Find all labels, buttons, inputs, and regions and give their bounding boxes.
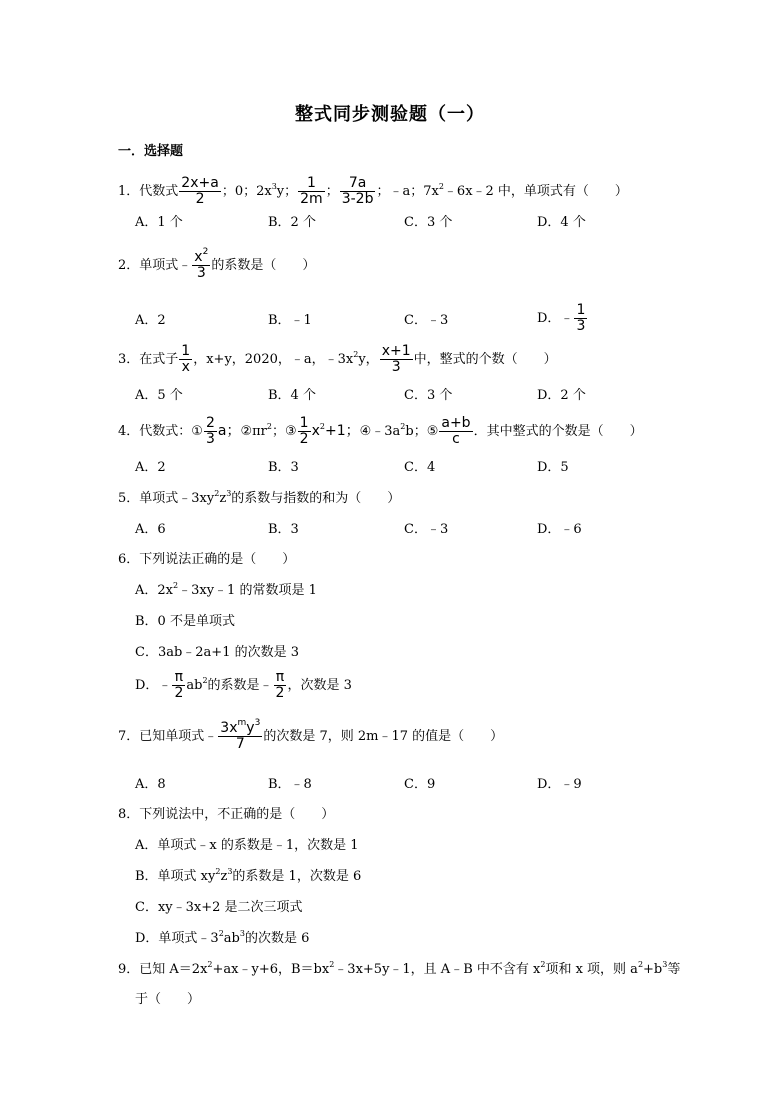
option-c: C．3 个 xyxy=(404,215,453,230)
question-3: 3．在式子 $\frac{1}{x}$ ，x+y，2020，﹣a，$﹣3x^2y$， $\frac{x+1}{3}$ 中，整式的个数（ ） xyxy=(118,343,557,375)
question-5: 5．单项式$﹣3xy^2z^3$的系数与指数的和为（ ） xyxy=(118,489,401,506)
page-title: 整式同步测验题（一） xyxy=(295,104,485,125)
fraction: $\frac{7a}{3-2b}$ xyxy=(341,175,374,207)
option-c: C．﹣3 xyxy=(404,522,449,537)
option-c: C．3 个 xyxy=(404,388,453,403)
option-d: D．﹣ $\frac{\pi}{2}$ $ab^2$的系数是﹣ $\frac{\pi}{2}$ ，次数是 3 xyxy=(135,669,352,701)
option-b: B．单项式 $xy^2z^3$的系数是 1，次数是 6 xyxy=(135,867,362,884)
option-c: C．4 xyxy=(404,460,436,475)
option-b: B．﹣8 xyxy=(268,777,312,792)
option-a: A．5 个 xyxy=(135,388,183,403)
option-d: D．单项式$﹣3^2ab^3$的次数是 6 xyxy=(135,929,310,946)
option-b: B．2 个 xyxy=(268,215,316,230)
option-b: B．3 xyxy=(268,522,299,537)
option-d: D．﹣ $\frac{1}{3}$ xyxy=(537,302,586,334)
option-a: A．2 xyxy=(135,313,166,328)
option-a: A．1 个 xyxy=(135,215,183,230)
option-c: C．﹣3 xyxy=(404,313,449,328)
fraction: $\frac{1}{x}$ xyxy=(181,343,191,375)
option-a: A．6 xyxy=(135,522,166,537)
question-9-continued: 于（ ） xyxy=(135,992,201,1007)
fraction: $\frac{2}{3}$ xyxy=(205,415,215,447)
option-b: B．0 不是单项式 xyxy=(135,614,235,629)
question-8: 8．下列说法中，不正确的是（ ） xyxy=(118,807,335,822)
section-heading: 一．选择题 xyxy=(118,144,184,159)
option-a: A．$2x^2﹣3xy﹣1$ 的常数项是 1 xyxy=(135,581,317,598)
fraction: $\frac{3x^my^3}{7}$ xyxy=(220,718,261,752)
option-a: A．2 xyxy=(135,460,166,475)
question-7: 7．已知单项式﹣ $\frac{3x^my^3}{7}$ 的次数是 7，则 2m﹣17 的值是（ ） xyxy=(118,718,504,752)
question-6: 6．下列说法正确的是（ ） xyxy=(118,552,296,567)
option-a: A．8 xyxy=(135,777,166,792)
question-9: 9．已知 $A=2x^2+ax﹣y+6$，$B=bx^2﹣3x+5y﹣1$，且 A﹣B 中不含有 $x^2$项和 x 项，则 $a^2+b^3$等 xyxy=(118,960,681,977)
question-4: 4．代数式：① $\frac{2}{3}$ a；$②\pi r^2$；③ $\frac{1}{2}$ $x^2+1$；$④﹣3a^2b$；⑤ $\frac{a+b}{c}$ ．其中整式的个数是（ ） xyxy=(118,415,643,447)
fraction: $\frac{1}{2}$ xyxy=(299,415,309,447)
option-c: C．9 xyxy=(404,777,436,792)
fraction: $\frac{\pi}{2}$ xyxy=(174,669,184,701)
option-b: B．﹣1 xyxy=(268,313,312,328)
option-d: D．4 个 xyxy=(537,215,586,230)
option-d: D．5 xyxy=(537,460,569,475)
option-d: D．﹣9 xyxy=(537,777,582,792)
fraction: $\frac{x^2}{3}$ xyxy=(194,247,209,281)
option-b: B．3 xyxy=(268,460,299,475)
option-c: C．xy﹣3x+2 是二次三项式 xyxy=(135,900,303,915)
fraction: $\frac{1}{2m}$ xyxy=(300,175,323,207)
question-1: 1．代数式 $\frac{2x+a}{2}$ ；0；$2x^3y$； $\frac{1}{2m}$ ； $\frac{7a}{3-2b}$ ；﹣a；$7x^2﹣6x﹣2$ 中，单项式有（ ） xyxy=(118,175,628,207)
fraction: $\frac{x+1}{3}$ xyxy=(381,343,411,375)
option-a: A．单项式﹣x 的系数是﹣1，次数是 1 xyxy=(135,838,359,853)
fraction: $\frac{\pi}{2}$ xyxy=(275,669,285,701)
option-d: D．﹣6 xyxy=(537,522,582,537)
fraction: $\frac{1}{3}$ xyxy=(576,302,586,334)
fraction: $\frac{a+b}{c}$ xyxy=(441,415,471,447)
option-d: D．2 个 xyxy=(537,388,586,403)
option-b: B．4 个 xyxy=(268,388,316,403)
question-2: 2．单项式﹣ $\frac{x^2}{3}$ 的系数是（ ） xyxy=(118,247,316,281)
fraction: $\frac{2x+a}{2}$ xyxy=(181,175,219,207)
option-c: C．3ab﹣2a+1 的次数是 3 xyxy=(135,645,300,660)
